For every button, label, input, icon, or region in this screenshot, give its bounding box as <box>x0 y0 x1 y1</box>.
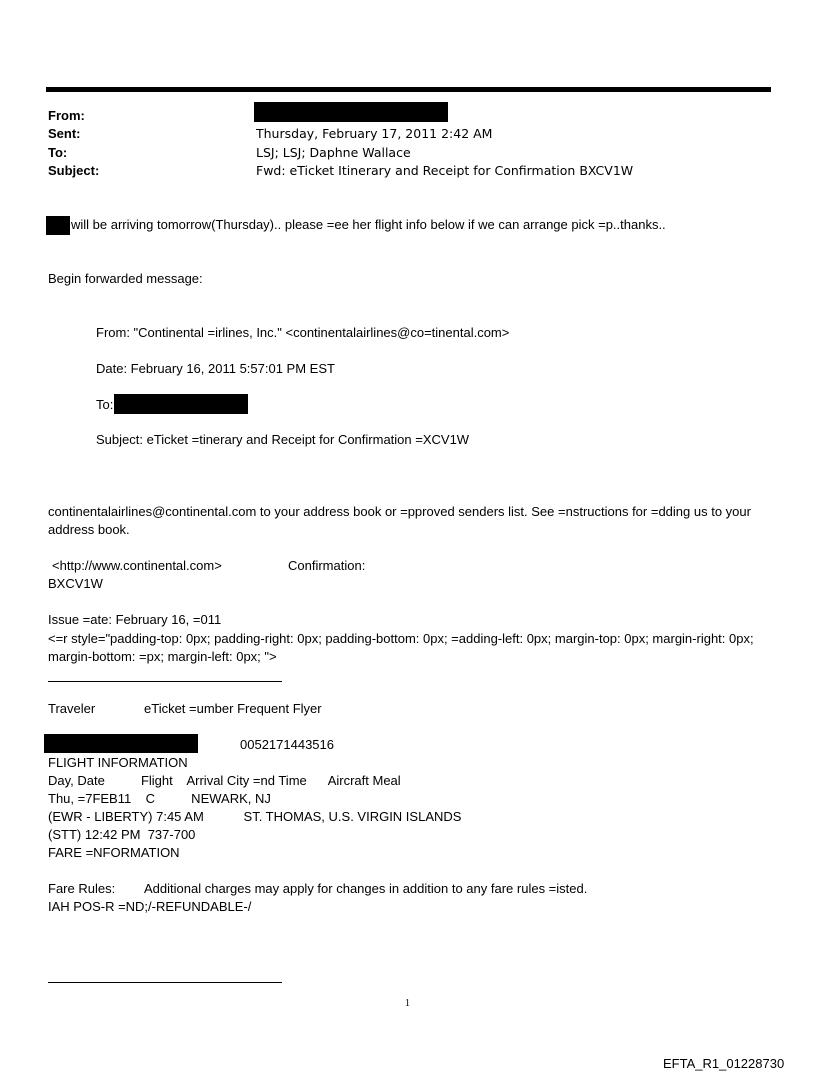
subject-value: Fwd: eTicket Itinerary and Receipt for Confirmation BXCV1W <box>256 163 634 178</box>
sent-label: Sent: <box>48 126 81 141</box>
sent-value: Thursday, February 17, 2011 2:42 AM <box>256 126 493 141</box>
fare-rules-label: Fare Rules: <box>48 881 116 896</box>
redacted-fwd-to <box>114 394 248 414</box>
continental-link[interactable]: <http://www.continental.com> <box>52 558 222 573</box>
fwd-date: Date: February 16, 2011 5:57:01 PM EST <box>96 361 335 376</box>
flight-row-3: (STT) 12:42 PM 737-700 <box>48 827 196 842</box>
issue-date: Issue =ate: February 16, =011 <box>48 612 222 627</box>
fare-rules-text: Additional charges may apply for changes in addition to any fare rules =isted. <box>144 881 588 896</box>
fwd-subject: Subject: eTicket =tinerary and Receipt for Confirmation =XCV1W <box>96 432 470 447</box>
flight-row-1: Thu, =7FEB11 C NEWARK, NJ <box>48 791 271 806</box>
style-line: <=r style="padding-top: 0px; padding-right: 0px; padding-bottom: 0px; =adding-left: 0px; margin-top: 0px; margin-right: 0px; margin-bottom: =px; margin-left: 0px; "> <box>48 631 754 664</box>
from-label: From: <box>48 108 85 123</box>
redacted-name <box>46 216 70 235</box>
confirmation-label: Confirmation: <box>288 558 366 573</box>
address-book-text: continentalairlines@continental.com to your address book or =pproved senders list. See =nstructions for =dding us to your address book. <box>48 504 751 537</box>
fare-code: IAH POS-R =ND;/-REFUNDABLE-/ <box>48 899 252 914</box>
flight-info-heading: FLIGHT INFORMATION <box>48 755 188 770</box>
fwd-from: From: "Continental =irlines, Inc." <continentalairlines@co=tinental.com> <box>96 325 510 340</box>
subject-label: Subject: <box>48 163 100 178</box>
flight-row-2: (EWR - LIBERTY) 7:45 AM ST. THOMAS, U.S. VIRGIN ISLANDS <box>48 809 462 824</box>
ticket-number: 0052171443516 <box>240 737 334 752</box>
confirmation-code: BXCV1W <box>48 576 103 591</box>
fwd-to-label: To: <box>96 397 114 412</box>
page-number: 1 <box>405 998 410 1009</box>
fare-info-heading: FARE =NFORMATION <box>48 845 180 860</box>
begin-forwarded: Begin forwarded message: <box>48 271 203 286</box>
separator-bottom <box>48 982 282 983</box>
ticket-header: eTicket =umber Frequent Flyer <box>144 701 322 716</box>
redacted-traveler <box>44 734 198 753</box>
flight-columns: Day, Date Flight Arrival City =nd Time Aircraft Meal <box>48 773 401 788</box>
separator-top <box>48 681 282 682</box>
traveler-label: Traveler <box>48 701 96 716</box>
to-value: LSJ; LSJ; Daphne Wallace <box>256 145 411 160</box>
header-rule <box>46 87 771 92</box>
intro-text: will be arriving tomorrow(Thursday).. please =ee her flight info below if we can arrange pick =p..thanks.. <box>71 217 666 232</box>
redacted-from <box>254 102 448 122</box>
document-id: EFTA_R1_01228730 <box>663 1056 785 1071</box>
to-label: To: <box>48 145 68 160</box>
